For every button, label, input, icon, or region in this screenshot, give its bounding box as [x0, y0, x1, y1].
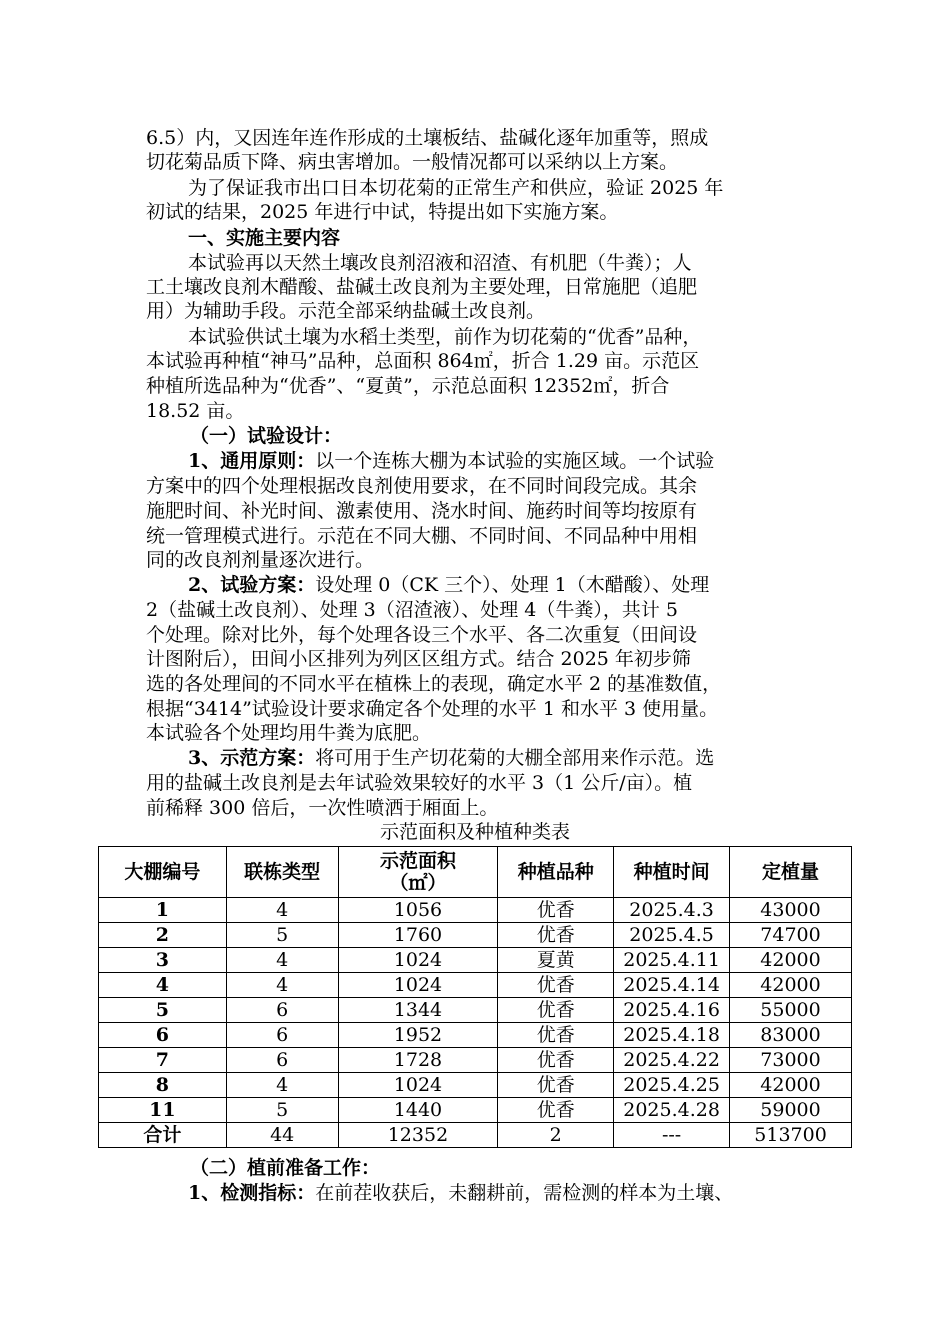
table-cell: 513700 — [730, 1123, 852, 1148]
table-cell: 优香 — [498, 1023, 614, 1048]
text-line — [188, 573, 848, 597]
table-row — [99, 1098, 852, 1123]
table-cell: 2025.4.11 — [614, 948, 730, 973]
table-cell: 2025.4.5 — [614, 923, 730, 948]
text-line: 用）为辅助手段。示范全部采纳盐碱土改良剂。 — [146, 300, 546, 322]
table-cell: 59000 — [730, 1098, 852, 1123]
table-cell: 73000 — [730, 1048, 852, 1073]
table-cell: 6 — [226, 998, 338, 1023]
column-header: 定植量 — [730, 847, 852, 898]
table-cell: 合计 — [99, 1123, 227, 1148]
table-cell: 43000 — [730, 898, 852, 923]
table-cell: 1024 — [338, 948, 498, 973]
text-line: 本试验再以天然土壤改良剂沼液和沼渣、有机肥（牛粪）；人 — [188, 252, 692, 274]
table-cell: 11 — [99, 1098, 227, 1123]
table-cell: 7 — [99, 1048, 227, 1073]
table-cell: 2 — [99, 923, 227, 948]
table-row — [99, 948, 852, 973]
text-line: 前稀释 300 倍后，一次性喷洒于厢面上。 — [146, 797, 499, 819]
table-cell: 12352 — [338, 1123, 498, 1148]
text-line: 同的改良剂剂量逐次进行。 — [146, 549, 375, 571]
item-text: 将可用于生产切花菊的大棚全部用来作示范。选 — [315, 747, 715, 769]
table-cell: 42000 — [730, 1073, 852, 1098]
table-row — [99, 973, 852, 998]
table-row — [99, 1048, 852, 1073]
table-cell: 优香 — [498, 1098, 614, 1123]
subsection-heading: （二）植前准备工作： — [190, 1157, 381, 1179]
table-cell: 4 — [226, 948, 338, 973]
table-row — [99, 1073, 852, 1098]
table-cell: 优香 — [498, 1073, 614, 1098]
text-line: 切花菊品质下降、病虫害增加。一般情况都可以采纳以上方案。 — [146, 151, 679, 173]
table-cell: 2025.4.16 — [614, 998, 730, 1023]
table-cell: 2 — [498, 1123, 614, 1148]
table-cell: 2025.4.14 — [614, 973, 730, 998]
text-line: 种植所选品种为“优香”、“夏黄”，示范总面积 12352㎡，折合 — [146, 375, 670, 397]
table-cell: 2025.4.28 — [614, 1098, 730, 1123]
item-text: 在前茬收获后，未翻耕前，需检测的样本为土壤、 — [315, 1182, 734, 1204]
column-header: 大棚编号 — [99, 847, 227, 898]
text-line: 用的盐碱土改良剂是去年试验效果较好的水平 3（1 公斤/亩）。植 — [146, 772, 693, 794]
table-cell: 1728 — [338, 1048, 498, 1073]
table-cell: 74700 — [730, 923, 852, 948]
table-cell: 优香 — [498, 1048, 614, 1073]
item-text: 以一个连栋大棚为本试验的实施区域。一个试验 — [315, 450, 715, 472]
section-heading: 一、实施主要内容 — [188, 227, 341, 249]
table-cell: 8 — [99, 1073, 227, 1098]
demo-area-table — [98, 846, 852, 1148]
table-total-row — [99, 1123, 852, 1148]
subsection-heading: （一）试验设计： — [190, 425, 343, 447]
table-cell: 4 — [226, 973, 338, 998]
table-cell: 1440 — [338, 1098, 498, 1123]
item-label: 2、试验方案： — [188, 574, 316, 596]
table-cell: 1760 — [338, 923, 498, 948]
table-cell: 1 — [99, 898, 227, 923]
text-line: 选的各处理间的不同水平在植株上的表现，确定水平 2 的基准数值， — [146, 673, 722, 695]
text-line: 施肥时间、补光时间、激素使用、浇水时间、施药时间等均按原有 — [146, 500, 698, 522]
column-header: 种植品种 — [498, 847, 614, 898]
table-cell: 42000 — [730, 973, 852, 998]
column-header — [338, 847, 498, 898]
table-cell: 夏黄 — [498, 948, 614, 973]
column-header-line: 示范面积 — [379, 850, 456, 872]
table-cell: 6 — [226, 1048, 338, 1073]
text-line: 方案中的四个处理根据改良剂使用要求，在不同时间段完成。其余 — [146, 475, 698, 497]
table-cell: 55000 — [730, 998, 852, 1023]
table-cell: --- — [614, 1123, 730, 1148]
table-cell: 6 — [99, 1023, 227, 1048]
text-line: 根据“3414”试验设计要求确定各个处理的水平 1 和水平 3 使用量。 — [146, 698, 719, 720]
item-label: 3、示范方案： — [188, 747, 316, 769]
table-cell: 5 — [99, 998, 227, 1023]
table-row — [99, 998, 852, 1023]
column-header: 种植时间 — [614, 847, 730, 898]
text-line: 计图附后），田间小区排列为列区区组方式。结合 2025 年初步筛 — [146, 648, 691, 670]
table-cell: 4 — [226, 1073, 338, 1098]
item-label: 1、检测指标： — [188, 1182, 316, 1204]
text-line: 统一管理模式进行。示范在不同大棚、不同时间、不同品种中用相 — [146, 525, 698, 547]
text-line: 本试验各个处理均用牛粪为底肥。 — [146, 722, 432, 744]
table-header-row — [99, 847, 852, 898]
table-cell: 44 — [226, 1123, 338, 1148]
table-cell: 优香 — [498, 998, 614, 1023]
text-line: 工土壤改良剂木醋酸、盐碱土改良剂为主要处理，日常施肥（追肥 — [146, 276, 698, 298]
table-cell: 2025.4.18 — [614, 1023, 730, 1048]
table-cell: 优香 — [498, 898, 614, 923]
text-line: 本试验再种植“神马”品种，总面积 864㎡，折合 1.29 亩。示范区 — [146, 350, 700, 372]
table-cell: 1344 — [338, 998, 498, 1023]
table-cell: 5 — [226, 1098, 338, 1123]
text-line: 18.52 亩。 — [146, 400, 245, 422]
text-line: 初试的结果，2025 年进行中试，特提出如下实施方案。 — [146, 201, 619, 223]
table-caption: 示范面积及种植种类表 — [379, 821, 570, 843]
table-cell: 优香 — [498, 973, 614, 998]
table-cell: 2025.4.22 — [614, 1048, 730, 1073]
table-cell: 6 — [226, 1023, 338, 1048]
column-header: 联栋类型 — [226, 847, 338, 898]
text-line: 为了保证我市出口日本切花菊的正常生产和供应，验证 2025 年 — [188, 177, 724, 199]
table-cell: 1952 — [338, 1023, 498, 1048]
table-cell: 5 — [226, 923, 338, 948]
table-cell: 1024 — [338, 1073, 498, 1098]
table-cell: 1056 — [338, 898, 498, 923]
item-label: 1、通用原则： — [188, 450, 316, 472]
table-row — [99, 923, 852, 948]
item-text: 设处理 0（CK 三个）、处理 1（木醋酸）、处理 — [315, 574, 710, 596]
text-line: 6.5）内，又因连年连作形成的土壤板结、盐碱化逐年加重等，照成 — [146, 127, 709, 149]
text-line: 2（盐碱土改良剂）、处理 3（沼渣液）、处理 4（牛粪），共计 5 — [146, 599, 678, 621]
table-cell: 1024 — [338, 973, 498, 998]
text-line: 本试验供试土壤为水稻土类型，前作为切花菊的“优香”品种， — [188, 326, 702, 348]
table-row — [99, 898, 852, 923]
table-cell: 3 — [99, 948, 227, 973]
table-cell: 4 — [226, 898, 338, 923]
text-line: 个处理。除对比外，每个处理各设三个水平、各二次重复（田间设 — [146, 624, 698, 646]
table-cell: 4 — [99, 973, 227, 998]
text-line — [188, 746, 848, 770]
text-line — [188, 449, 848, 473]
table-cell: 83000 — [730, 1023, 852, 1048]
table-cell: 42000 — [730, 948, 852, 973]
table-cell: 2025.4.25 — [614, 1073, 730, 1098]
column-header-line: （㎡） — [389, 872, 447, 894]
table-cell: 优香 — [498, 923, 614, 948]
text-line — [188, 1181, 848, 1205]
table-row — [99, 1023, 852, 1048]
table-cell: 2025.4.3 — [614, 898, 730, 923]
